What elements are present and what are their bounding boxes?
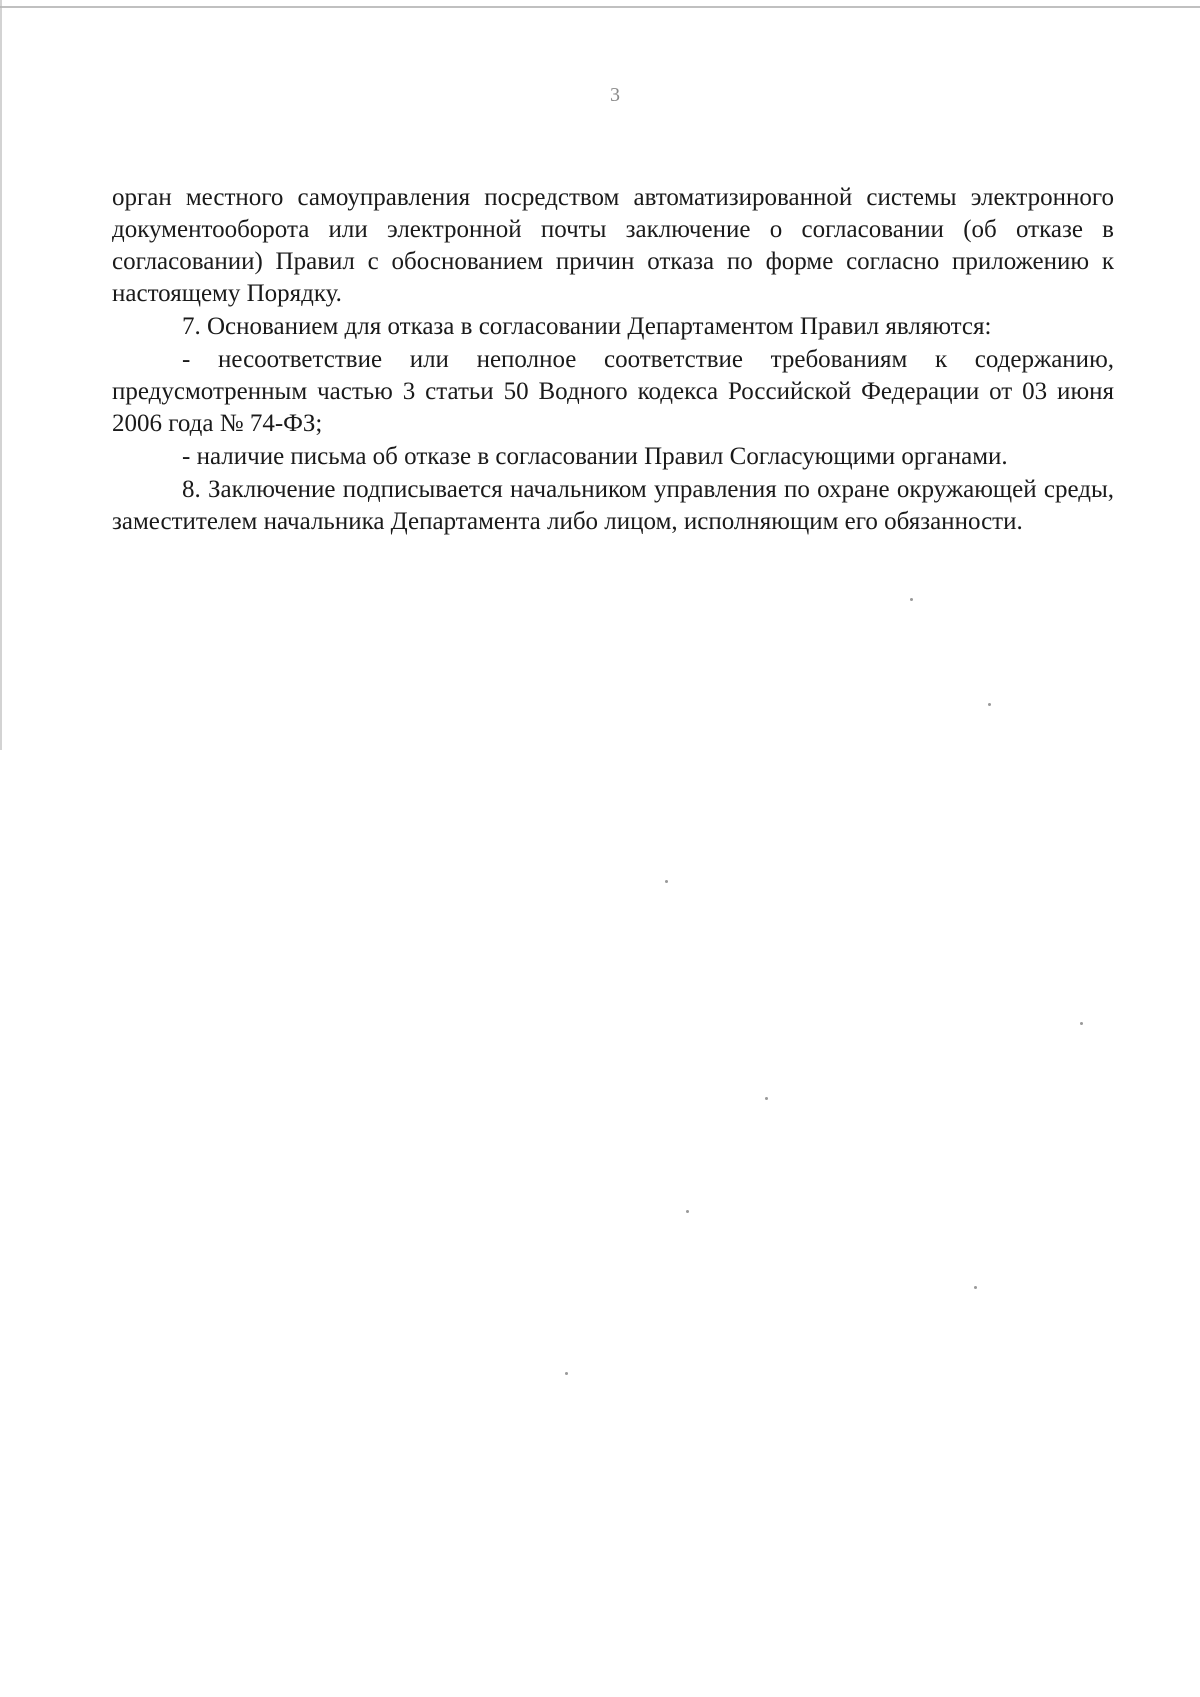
scan-border-top	[0, 6, 1200, 14]
scan-speck	[974, 1286, 977, 1289]
scan-speck	[1080, 1022, 1083, 1025]
document-body	[112, 182, 1114, 539]
scan-speck	[565, 1372, 568, 1375]
paragraph-item-7: 7. Основанием для отказа в согласовании Департаментом Правил являются:	[182, 313, 992, 340]
list-item-nonconformity: - несоответствие или неполное соответствие требованиям к содержанию, предусмотренным частью 3 статьи 50 Водного кодекса Российской Федерации от 03 июня 2006 года № 74-ФЗ;	[112, 346, 1114, 437]
scan-speck	[988, 703, 991, 706]
page-number: 3	[610, 84, 620, 106]
paragraph-continuation: орган местного самоуправления посредством автоматизированной системы электронного документооборота или электронной почты заключение о согласовании (об отказе в согласовании) Правил с обоснованием причин отказа по форме согласно приложению к настоящему Порядку.	[112, 184, 1114, 307]
scan-speck	[910, 598, 913, 601]
scan-border-left	[0, 0, 2, 750]
scan-speck	[665, 880, 668, 883]
list-item-refusal-letter: - наличие письма об отказе в согласовании Правил Согласующими органами.	[182, 443, 1008, 470]
paragraph-item-8: 8. Заключение подписывается начальником управления по охране окружающей среды, заместителем начальника Департамента либо лицом, исполняющим его обязанности.	[112, 476, 1114, 535]
scan-speck	[686, 1210, 689, 1213]
scan-speck	[765, 1097, 768, 1100]
